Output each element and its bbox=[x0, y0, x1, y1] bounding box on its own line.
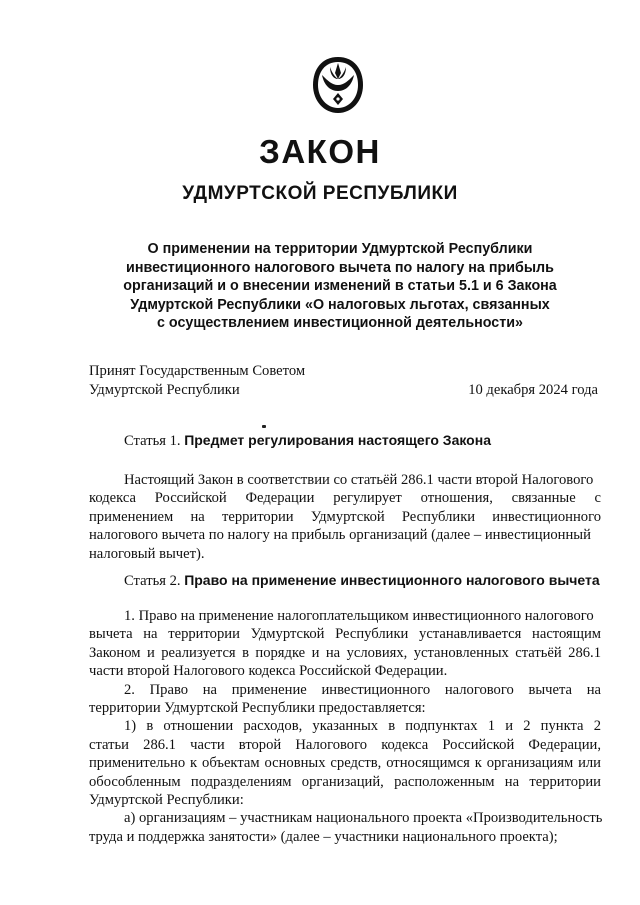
paragraph-line: 1. Право на применение налогоплательщиком инвестиционного налогового bbox=[124, 608, 594, 624]
paragraph-line: кодекса Российской Федерации регулирует отношения, связанные с bbox=[89, 490, 601, 507]
article-1-body bbox=[89, 471, 601, 563]
paragraph-line: 2. Право на применение инвестиционного налогового вычета на bbox=[124, 681, 601, 698]
adoption-line: Удмуртской Республики bbox=[89, 382, 240, 398]
document-title-line: организаций и о внесении изменений в статьи 5.1 и 6 Закона bbox=[123, 278, 557, 294]
article-1-heading bbox=[124, 431, 491, 451]
adoption-note bbox=[89, 362, 305, 400]
paragraph-line: статьи 286.1 части второй Налогового кодекса Российской Федерации, bbox=[89, 736, 601, 753]
article-1-prefix: Статья 1. bbox=[124, 433, 185, 449]
udmurt-emblem-icon bbox=[310, 55, 366, 115]
paragraph-line: 1) в отношении расходов, указанных в подпунктах 1 и 2 пункта 2 bbox=[124, 718, 601, 735]
paragraph-line: части второй Налогового кодекса Российской Федерации. bbox=[89, 663, 448, 680]
article-2-body bbox=[89, 607, 601, 846]
paragraph-line: а) организациям – участникам национального проекта «Производительность bbox=[124, 810, 603, 827]
stray-mark bbox=[262, 425, 266, 428]
article-2-title: Право на применение инвестиционного налогового вычета bbox=[184, 572, 600, 588]
paragraph-line: обособленным подразделениям организаций, расположенным на территории bbox=[89, 773, 601, 790]
document-title-line: О применении на территории Удмуртской Республики bbox=[147, 241, 533, 257]
paragraph-line: Законом и реализуется в порядке и на условиях, установленных статьёй 286.1 bbox=[89, 644, 601, 661]
paragraph-line: применительно к объектам основных средств, относящимся к организациям или bbox=[89, 755, 601, 772]
law-subtitle: УДМУРТСКОЙ РЕСПУБЛИКИ bbox=[182, 183, 458, 204]
article-2-heading bbox=[124, 571, 600, 591]
paragraph-line: Настоящий Закон в соответствии со статьёй 286.1 части второй Налогового bbox=[124, 472, 594, 488]
document-title bbox=[90, 240, 590, 333]
adoption-line: Принят Государственным Советом bbox=[89, 363, 306, 379]
document-title-line: с осуществлением инвестиционной деятельности» bbox=[156, 315, 523, 331]
article-1-title: Предмет регулирования настоящего Закона bbox=[184, 432, 491, 448]
paragraph-line: труда и поддержка занятости» (далее – участники национального проекта); bbox=[89, 828, 558, 845]
paragraph-line: вычета на территории Удмуртской Республики устанавливается настоящим bbox=[89, 626, 601, 643]
paragraph-line: территории Удмуртской Республики предоставляется: bbox=[89, 700, 426, 717]
adoption-date: 10 декабря 2024 года bbox=[468, 382, 598, 398]
paragraph-line: применением на территории Удмуртской Республики инвестиционного bbox=[89, 508, 601, 525]
paragraph-line: налогового вычета по налогу на прибыль организаций (далее – инвестиционный bbox=[89, 527, 591, 544]
article-2-prefix: Статья 2. bbox=[124, 573, 185, 589]
paragraph-line: Удмуртской Республики: bbox=[89, 792, 244, 809]
document-title-line: инвестиционного налогового вычета по налогу на прибыль bbox=[126, 259, 554, 276]
document-title-line: Удмуртской Республики «О налоговых льготах, связанных bbox=[130, 296, 550, 313]
paragraph-line: налоговый вычет). bbox=[89, 545, 205, 562]
law-title: ЗАКОН bbox=[259, 133, 381, 170]
